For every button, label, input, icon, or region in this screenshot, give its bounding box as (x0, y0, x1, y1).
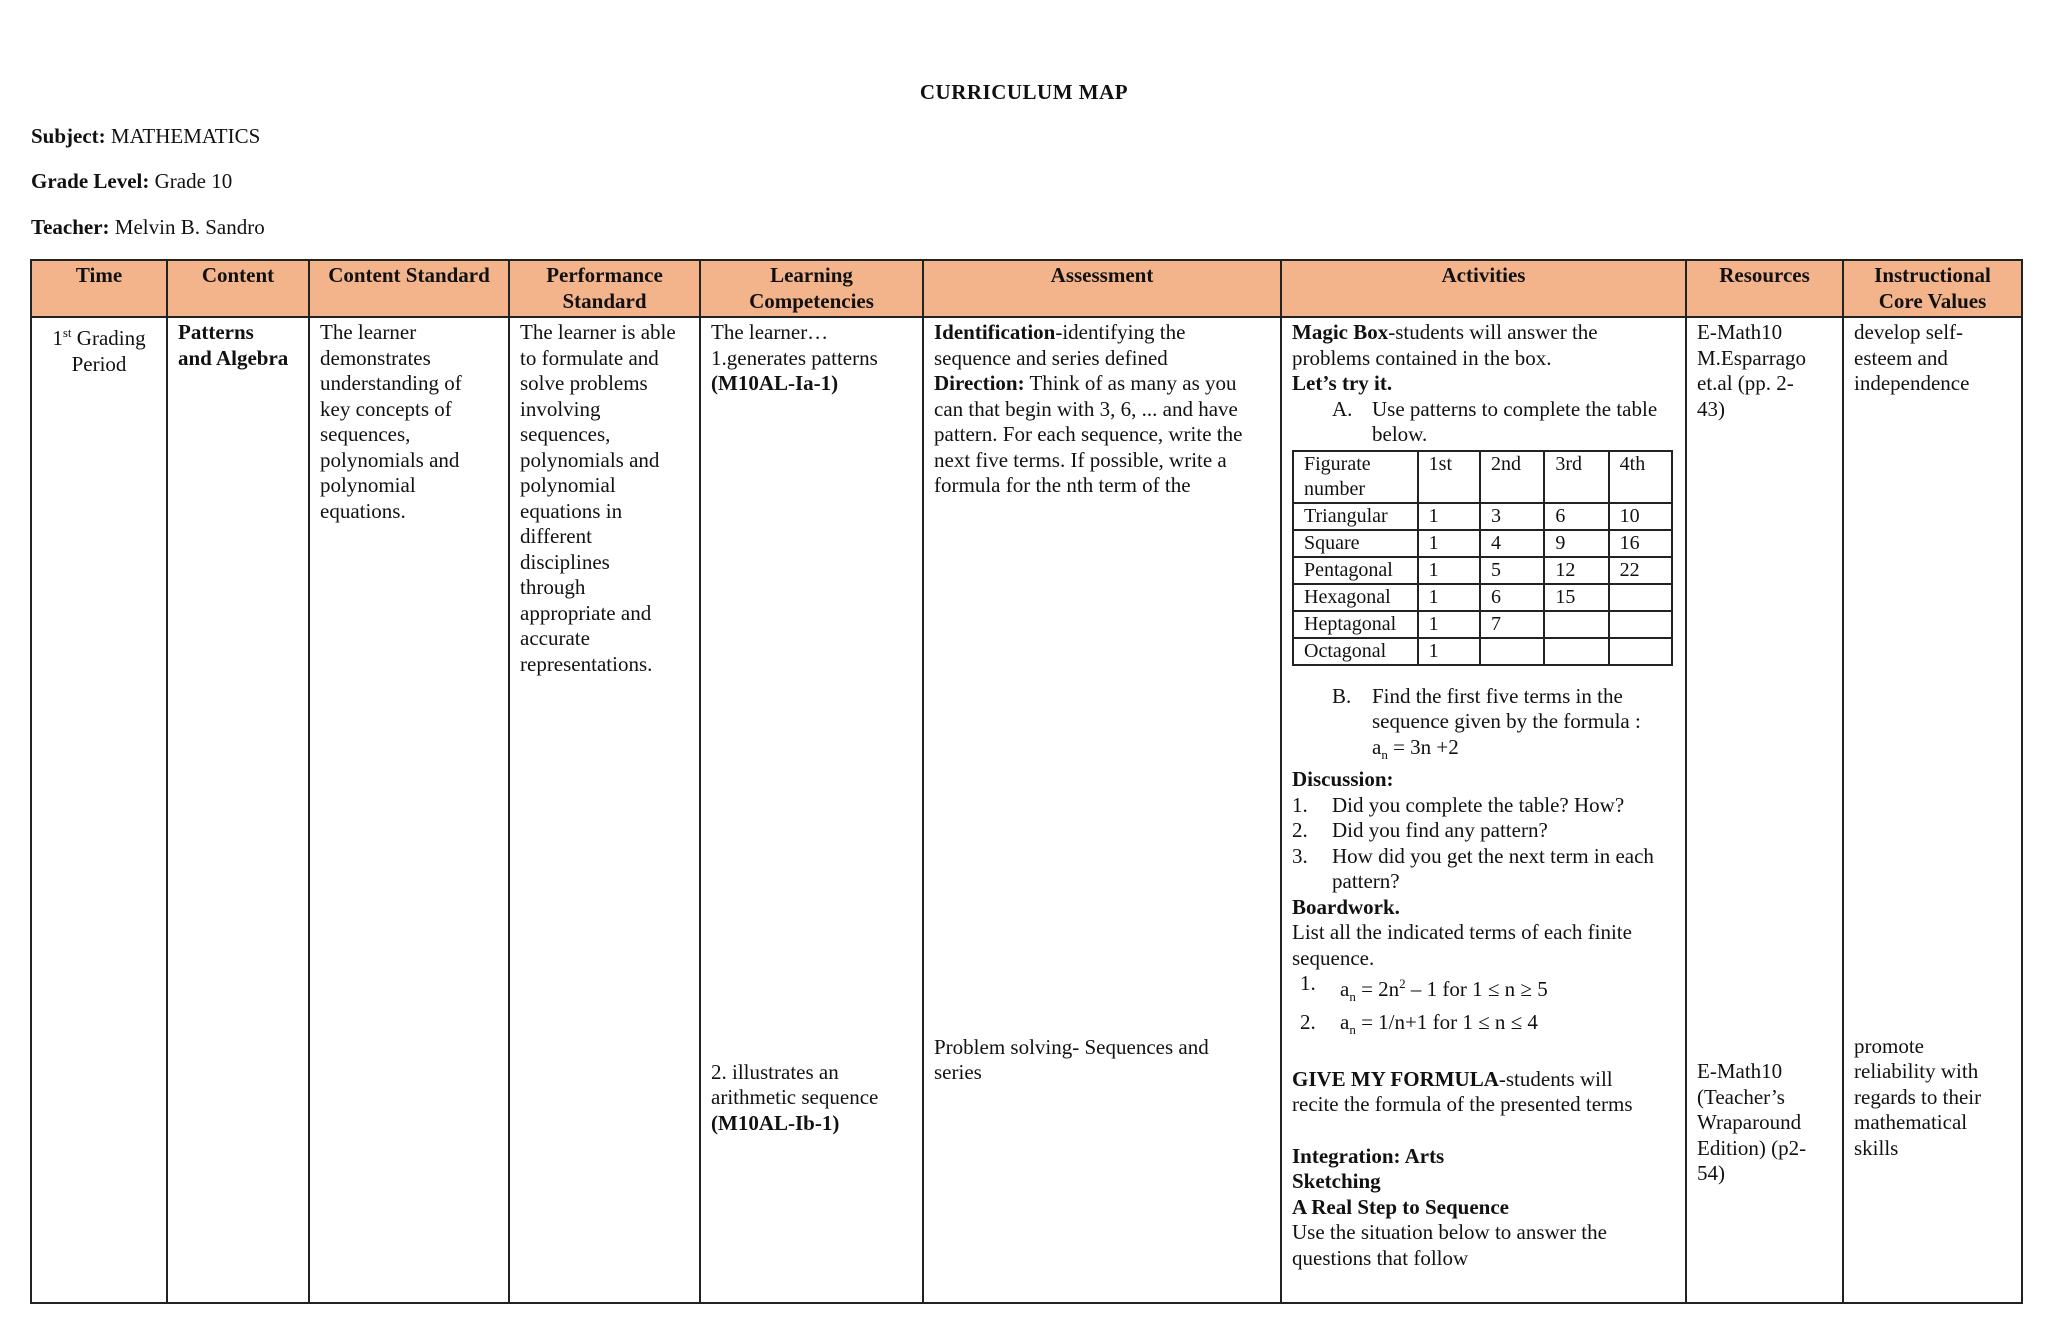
figurate-row (1293, 557, 1672, 584)
item-text-line: pattern? (1332, 869, 1400, 894)
item-num: 1. (1300, 971, 1316, 996)
cell-performance-standard (509, 317, 700, 1303)
core-value-line: promote (1854, 1033, 1924, 1058)
time-sup: st (62, 325, 72, 340)
item-text-line: sequence given by the formula : (1372, 709, 1641, 733)
header-performance-standard (509, 260, 700, 317)
header-core-values-line1: Instructional (1874, 263, 1991, 287)
grade-label: Grade Level: (31, 169, 150, 193)
lc-code: (M10AL-Ia-1) (711, 371, 839, 395)
spacer (1854, 397, 2011, 1034)
boardwork-label: Boardwork. (1292, 894, 1400, 919)
spacer (711, 397, 912, 1060)
figurate-cell: Octagonal (1293, 638, 1418, 665)
figurate-cell: 4th (1609, 451, 1672, 503)
content-line1: Patterns (178, 320, 254, 344)
cell-content-standard (309, 317, 509, 1303)
figurate-cell: 6 (1480, 584, 1544, 611)
teacher-label: Teacher: (31, 215, 110, 239)
boardwork-item (1292, 971, 1675, 1010)
activity-line: -students will answer the (1388, 320, 1598, 344)
figurate-cell (1609, 611, 1672, 638)
core-value-line: reliability with (1854, 1059, 1979, 1083)
resource-line: 54) (1697, 1161, 1725, 1185)
spacer (1292, 666, 1675, 684)
resource-line: E-Math10 (1697, 320, 1783, 344)
figurate-cell: 9 (1544, 530, 1608, 557)
resource-line: et.al (pp. 2- (1697, 371, 1794, 395)
header-resources: Resources (1686, 260, 1843, 317)
cell-core-values (1843, 317, 2022, 1303)
assessment-line: next five terms. If possible, write a (934, 447, 1227, 472)
cs-line: understanding of (320, 371, 462, 395)
lc-code: (M10AL-Ib-1) (711, 1110, 840, 1135)
figurate-cell: Hexagonal (1293, 584, 1418, 611)
item-text: Did you complete the table? How? (1332, 792, 1625, 817)
spacer (1697, 422, 1832, 1059)
formula-sub: n (1349, 1022, 1356, 1038)
figurate-row (1293, 503, 1672, 530)
assessment-line: pattern. For each sequence, write the (934, 422, 1243, 446)
figurate-cell (1544, 638, 1608, 665)
figurate-table-body (1293, 451, 1672, 665)
figurate-cell: 1 (1418, 557, 1480, 584)
header-content-standard: Content Standard (309, 260, 509, 317)
ps-line: polynomials and (520, 447, 660, 472)
item-num: 3. (1292, 843, 1308, 868)
assessment-line: series (934, 1060, 982, 1084)
assessment-line: Think of as many as you (1024, 371, 1237, 395)
cs-line: polynomials and (320, 447, 460, 472)
header-performance-line1: Performance (546, 263, 663, 287)
resource-line: E-Math10 (1697, 1059, 1783, 1083)
figurate-cell: 3rd (1544, 451, 1608, 503)
ps-line: accurate (520, 626, 590, 650)
formula-rest: = 3n +2 (1387, 734, 1459, 759)
item-text (1332, 844, 1654, 895)
header-core-values-line2: Core Values (1878, 288, 1987, 313)
cs-line: demonstrates (320, 345, 431, 370)
time-line2: Period (71, 351, 127, 376)
item-num: 1. (1292, 792, 1308, 817)
formula-rest: = 1/n+1 for 1 ≤ n ≤ 4 (1355, 1009, 1538, 1034)
figurate-cell: Pentagonal (1293, 557, 1418, 584)
table-row (31, 317, 2022, 1303)
formula-a: a (1372, 734, 1382, 759)
item-text (1372, 397, 1657, 448)
cs-line: polynomial (320, 473, 416, 497)
assessment-line: formula for the nth term of the (934, 473, 1191, 497)
figurate-cell: Figurate number (1293, 451, 1418, 503)
cell-resources (1686, 317, 1843, 1303)
figurate-cell: 1 (1418, 584, 1480, 611)
cell-content (167, 317, 309, 1303)
item-text-line: below. (1372, 422, 1428, 446)
teacher-line (31, 215, 265, 240)
item-num: A. (1332, 396, 1353, 421)
activity-line: questions that follow (1292, 1245, 1469, 1270)
figurate-cell: 12 (1544, 557, 1608, 584)
figurate-cell: 7 (1480, 611, 1544, 638)
document-title: CURRICULUM MAP (919, 80, 1129, 104)
assessment-line: sequence and series defined (934, 345, 1168, 370)
ps-line: representations. (520, 651, 653, 676)
figurate-cell (1609, 638, 1672, 665)
subject-label: Subject: (31, 124, 106, 148)
header-content: Content (167, 260, 309, 317)
figurate-cell: 1 (1418, 611, 1480, 638)
ps-line: different (520, 524, 592, 548)
item-text-line: Use patterns to complete the table (1372, 396, 1658, 421)
figurate-cell (1544, 611, 1608, 638)
figurate-cell: Square (1293, 530, 1418, 557)
ps-line: through (520, 575, 586, 599)
discussion-item (1292, 844, 1675, 895)
ps-line: appropriate and (520, 600, 652, 625)
header-learning-competencies (700, 260, 923, 317)
assessment-line: -identifying the (1055, 320, 1186, 344)
cs-line: sequences, (320, 422, 411, 446)
figurate-cell (1609, 584, 1672, 611)
ps-line: The learner is able (520, 320, 676, 344)
figurate-cell: 22 (1609, 557, 1672, 584)
formula-sup: 2 (1399, 976, 1406, 992)
formula-a: a (1340, 1009, 1350, 1034)
figurate-cell: 10 (1609, 503, 1672, 530)
curriculum-table (30, 259, 2023, 1304)
lc-line: arithmetic sequence (711, 1085, 879, 1109)
resource-line: M.Esparrago (1697, 345, 1807, 370)
cell-time (31, 317, 167, 1303)
core-value-line: regards to their (1854, 1084, 1982, 1109)
assessment-line: can that begin with 3, 6, ... and have (934, 396, 1238, 421)
spacer (1292, 1043, 1675, 1067)
lets-try-label: Let’s try it. (1292, 371, 1393, 395)
boardwork-item (1292, 1010, 1675, 1043)
ps-line: disciplines (520, 549, 610, 574)
grade-line (31, 169, 232, 194)
item-text-line: Find the first five terms in the (1372, 683, 1623, 708)
figurate-cell: Heptagonal (1293, 611, 1418, 638)
figurate-cell: 1 (1418, 530, 1480, 557)
ps-line: polynomial (520, 473, 616, 497)
activity-line: problems contained in the box. (1292, 345, 1552, 370)
figurate-row (1293, 611, 1672, 638)
core-value-line: esteem and (1854, 345, 1948, 370)
figurate-cell: 1st (1418, 451, 1480, 503)
formula-a: a (1340, 977, 1350, 1002)
header-assessment: Assessment (923, 260, 1281, 317)
ps-line: equations in (520, 498, 623, 523)
formula-sub: n (1349, 989, 1356, 1005)
resource-line: 43) (1697, 396, 1725, 421)
header-learning-line1: Learning (770, 263, 853, 287)
integration-label: Integration: Arts (1292, 1143, 1445, 1168)
item-text (1340, 1010, 1538, 1043)
figurate-table (1292, 450, 1673, 666)
magic-box-label: Magic Box (1292, 320, 1389, 344)
cell-learning-competencies (700, 317, 923, 1303)
activity-line: -students will (1498, 1066, 1613, 1091)
resource-line: (Teacher’s (1697, 1084, 1785, 1109)
ps-line: solve problems (520, 371, 648, 395)
header-time: Time (31, 260, 167, 317)
cs-line: The learner (320, 320, 417, 344)
figurate-cell: 16 (1609, 530, 1672, 557)
core-value-line: independence (1854, 371, 1970, 395)
item-text-line: How did you get the next term in each (1332, 843, 1654, 868)
activity-line: Use the situation below to answer the (1292, 1220, 1607, 1245)
spacer (1292, 1118, 1675, 1144)
discussion-item (1292, 793, 1675, 819)
item-num: B. (1332, 683, 1352, 708)
assessment-line: Problem solving- Sequences and (934, 1034, 1209, 1059)
item-num: 2. (1292, 818, 1308, 843)
resource-line: Edition) (p2- (1697, 1135, 1807, 1160)
discussion-label: Discussion: (1292, 767, 1394, 792)
figurate-header-row (1293, 451, 1672, 503)
figurate-cell: 2nd (1480, 451, 1544, 503)
header-activities: Activities (1281, 260, 1686, 317)
figurate-cell: Triangular (1293, 503, 1418, 530)
subject-line (31, 124, 260, 149)
ps-line: to formulate and (520, 345, 659, 370)
activity-item-b (1292, 684, 1675, 768)
grade-value: Grade 10 (154, 169, 233, 193)
figurate-cell: 4 (1480, 530, 1544, 557)
core-value-line: skills (1854, 1135, 1899, 1160)
figurate-cell: 5 (1480, 557, 1544, 584)
figurate-row (1293, 584, 1672, 611)
activity-line: List all the indicated terms of each finite (1292, 920, 1632, 945)
cs-line: key concepts of (320, 396, 452, 421)
cell-activities (1281, 317, 1686, 1303)
ps-line: sequences, (520, 422, 611, 446)
header-row (31, 260, 2022, 317)
time-rest: Grading (71, 326, 146, 350)
sketching-label: Sketching (1292, 1169, 1381, 1194)
figurate-cell: 6 (1544, 503, 1608, 530)
discussion-item (1292, 818, 1675, 844)
teacher-value: Melvin B. Sandro (114, 215, 265, 239)
real-step-label: A Real Step to Sequence (1292, 1194, 1509, 1219)
content-line2: and Algebra (178, 345, 289, 370)
activity-line: sequence. (1292, 945, 1375, 970)
formula-sub: n (1381, 746, 1388, 762)
cell-assessment (923, 317, 1281, 1303)
formula-mid: = 2n (1355, 977, 1400, 1002)
spacer (934, 499, 1270, 1035)
figurate-cell: 1 (1418, 638, 1480, 665)
item-num: 2. (1300, 1009, 1316, 1034)
figurate-row (1293, 530, 1672, 557)
item-text (1372, 684, 1641, 768)
assessment-direction-label: Direction: (934, 371, 1025, 395)
item-text (1340, 971, 1548, 1010)
figurate-row (1293, 638, 1672, 665)
item-text: Did you find any pattern? (1332, 818, 1548, 843)
formula-rest: – 1 for 1 ≤ n ≥ 5 (1405, 977, 1548, 1002)
subject-value: MATHEMATICS (110, 124, 261, 148)
lc-line: The learner… (711, 320, 829, 344)
core-value-line: mathematical (1854, 1110, 1968, 1134)
header-learning-line2: Competencies (749, 288, 874, 313)
figurate-cell: 1 (1418, 503, 1480, 530)
lc-line: 1.generates patterns (711, 345, 878, 370)
lc-line: 2. illustrates an (711, 1059, 839, 1084)
ps-line: involving (520, 396, 601, 421)
resource-line: Wraparound (1697, 1110, 1802, 1134)
activity-item-a (1292, 397, 1675, 448)
figurate-cell: 3 (1480, 503, 1544, 530)
cs-line: equations. (320, 498, 406, 523)
figurate-cell: 15 (1544, 584, 1608, 611)
activity-line: recite the formula of the presented terms (1292, 1092, 1633, 1117)
figurate-cell (1480, 638, 1544, 665)
header-core-values (1843, 260, 2022, 317)
time-num: 1 (52, 326, 63, 350)
give-my-formula-label: GIVE MY FORMULA (1292, 1066, 1499, 1091)
assessment-identification-label: Identification (934, 320, 1056, 344)
header-performance-line2: Standard (562, 288, 647, 313)
core-value-line: develop self- (1854, 320, 1964, 344)
